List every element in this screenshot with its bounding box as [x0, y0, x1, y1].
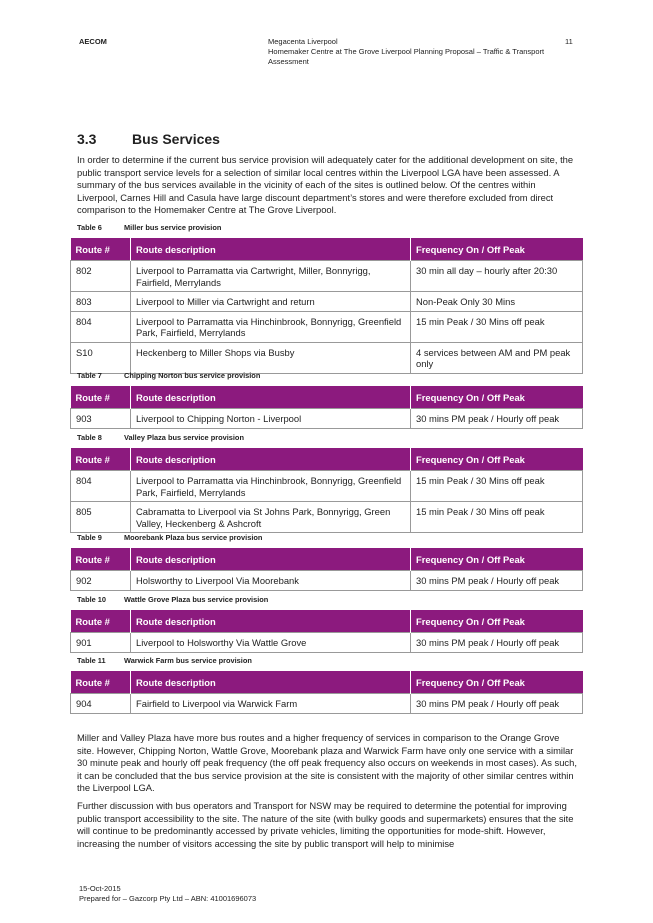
bus-table-moorebank: [70, 548, 583, 591]
table-number: Table 6: [77, 223, 102, 232]
cell-route: 903: [71, 409, 131, 429]
cell-description: Liverpool to Chipping Norton - Liverpool: [131, 409, 411, 429]
header-description: Route description: [131, 448, 411, 471]
table-caption-text: Valley Plaza bus service provision: [124, 433, 244, 442]
header-company: AECOM: [79, 37, 107, 46]
table-row: [71, 633, 583, 653]
cell-description: Cabramatta to Liverpool via St Johns Park, Bonnyrigg, Green Valley, Heckenberg & Ashcroft: [131, 502, 411, 533]
cell-route: 802: [71, 261, 131, 292]
header-description: Route description: [131, 671, 411, 694]
section-title: Bus Services: [132, 131, 220, 147]
table-caption: [77, 223, 221, 232]
cell-route: 902: [71, 571, 131, 591]
table-caption-text: Wattle Grove Plaza bus service provision: [124, 595, 269, 604]
header-frequency: Frequency On / Off Peak: [411, 610, 583, 633]
cell-frequency: 30 mins PM peak / Hourly off peak: [411, 694, 583, 714]
table-row: [71, 694, 583, 714]
table-row: [71, 571, 583, 591]
cell-route: 803: [71, 292, 131, 312]
table-caption: [77, 595, 268, 604]
table-header-row: [71, 548, 583, 571]
cell-description: Liverpool to Parramatta via Hinchinbrook, Bonnyrigg, Greenfield Park, Fairfield, Merrylands: [131, 311, 411, 342]
body-paragraph-2: Further discussion with bus operators and Transport for NSW may be required to determine the potential for improving public transport accessibility to the site. The nature of the site (with bulky goods and supermarkets) ensures that the site will continue to be predominantly accessed by private vehicles, limiting the opportunities for mode-shift. However, increasing the number of visitors accessing the site by public transport will help to minimise: [77, 800, 574, 849]
body-paragraph-1: Miller and Valley Plaza have more bus routes and a higher frequency of services in comparison to the Orange Grove site. However, Chipping Norton, Wattle Grove, Moorebank plaza and Warwick Farm have only one service with a similar 30 minute peak and hourly off peak frequency (the off peak frequency also occurs on weekends in most cases). As such, it can be concluded that the bus service provision at the site is consistent with the majority of other similar centres within the Liverpool LGA.: [77, 732, 577, 793]
header-route: Route #: [71, 386, 131, 409]
intro-paragraph: In order to determine if the current bus service provision will adequately cater for the additional development on site, the public transport service levels for a selection of similar local centres within the Liverpool LGA have been assessed. A summary of the bus services available in the vicinity of each of the sites is outlined below. Of the centres within Liverpool, Carnes Hill and Casula have large discount department’s stores and were therefore excluded from direct comparison to the Homemaker Centre at The Grove Liverpool.: [77, 154, 574, 215]
table-header-row: [71, 386, 583, 409]
header-route: Route #: [71, 448, 131, 471]
cell-description: Liverpool to Holsworthy Via Wattle Grove: [131, 633, 411, 653]
header-route: Route #: [71, 610, 131, 633]
table-number: Table 11: [77, 656, 106, 665]
cell-route: 804: [71, 471, 131, 502]
footer-date: 15-Oct-2015: [79, 884, 121, 893]
cell-frequency: 15 min Peak / 30 Mins off peak: [411, 502, 583, 533]
cell-route: 804: [71, 311, 131, 342]
header-description: Route description: [131, 610, 411, 633]
header-route: Route #: [71, 548, 131, 571]
header-frequency: Frequency On / Off Peak: [411, 386, 583, 409]
header-frequency: Frequency On / Off Peak: [411, 548, 583, 571]
table-header-row: [71, 610, 583, 633]
cell-description: Liverpool to Parramatta via Hinchinbrook, Bonnyrigg, Greenfield Park, Fairfield, Merrylands: [131, 471, 411, 502]
table-number: Table 8: [77, 433, 102, 442]
table-number: Table 7: [77, 371, 102, 380]
table-row: [71, 261, 583, 292]
header-project: [268, 37, 558, 67]
table-number: Table 9: [77, 533, 102, 542]
table-caption-text: Miller bus service provision: [124, 223, 222, 232]
table-header-row: [71, 238, 583, 261]
cell-description: Holsworthy to Liverpool Via Moorebank: [131, 571, 411, 591]
bus-table-valley-plaza: [70, 448, 583, 533]
bus-table-wattle-grove: [70, 610, 583, 653]
cell-description: Heckenberg to Miller Shops via Busby: [131, 342, 411, 373]
header-route: Route #: [71, 238, 131, 261]
cell-frequency: 4 services between AM and PM peak only: [411, 342, 583, 373]
cell-frequency: Non-Peak Only 30 Mins: [411, 292, 583, 312]
table-caption-text: Chipping Norton bus service provision: [124, 371, 261, 380]
table-header-row: [71, 448, 583, 471]
table-caption: [77, 371, 260, 380]
cell-frequency: 30 mins PM peak / Hourly off peak: [411, 633, 583, 653]
page-number: 11: [565, 37, 573, 46]
table-number: Table 10: [77, 595, 107, 604]
header-description: Route description: [131, 548, 411, 571]
header-description: Route description: [131, 238, 411, 261]
table-caption-text: Warwick Farm bus service provision: [124, 656, 252, 665]
table-row: [71, 292, 583, 312]
cell-description: Liverpool to Parramatta via Cartwright, Miller, Bonnyrigg, Fairfield, Merrylands: [131, 261, 411, 292]
cell-frequency: 30 mins PM peak / Hourly off peak: [411, 571, 583, 591]
table-row: [71, 342, 583, 373]
table-row: [71, 502, 583, 533]
table-row: [71, 471, 583, 502]
cell-route: S10: [71, 342, 131, 373]
bus-table-warwick-farm: [70, 671, 583, 714]
table-caption: [77, 433, 244, 442]
footer-prepared: Prepared for – Gazcorp Pty Ltd – ABN: 41001696073: [79, 894, 257, 903]
header-subtitle: Homemaker Centre at The Grove Liverpool Planning Proposal – Traffic & Transport Assessment: [268, 47, 545, 66]
table-caption: [77, 533, 262, 542]
header-frequency: Frequency On / Off Peak: [411, 671, 583, 694]
cell-frequency: 15 min Peak / 30 Mins off peak: [411, 311, 583, 342]
page-footer: [79, 884, 256, 904]
cell-route: 805: [71, 502, 131, 533]
header-route: Route #: [71, 671, 131, 694]
table-caption-text: Moorebank Plaza bus service provision: [124, 533, 263, 542]
cell-description: Fairfield to Liverpool via Warwick Farm: [131, 694, 411, 714]
cell-route: 901: [71, 633, 131, 653]
header-project-name: Megacenta Liverpool: [268, 37, 338, 46]
section-number: 3.3: [77, 131, 97, 147]
cell-frequency: 30 min all day – hourly after 20:30: [411, 261, 583, 292]
bus-table-miller: [70, 238, 583, 374]
table-header-row: [71, 671, 583, 694]
section-heading: [77, 131, 220, 147]
bus-table-chipping-norton: [70, 386, 583, 429]
header-frequency: Frequency On / Off Peak: [411, 238, 583, 261]
table-row: [71, 311, 583, 342]
table-caption: [77, 656, 252, 665]
header-description: Route description: [131, 386, 411, 409]
table-row: [71, 409, 583, 429]
cell-frequency: 15 min Peak / 30 Mins off peak: [411, 471, 583, 502]
cell-frequency: 30 mins PM peak / Hourly off peak: [411, 409, 583, 429]
cell-route: 904: [71, 694, 131, 714]
cell-description: Liverpool to Miller via Cartwright and return: [131, 292, 411, 312]
header-frequency: Frequency On / Off Peak: [411, 448, 583, 471]
